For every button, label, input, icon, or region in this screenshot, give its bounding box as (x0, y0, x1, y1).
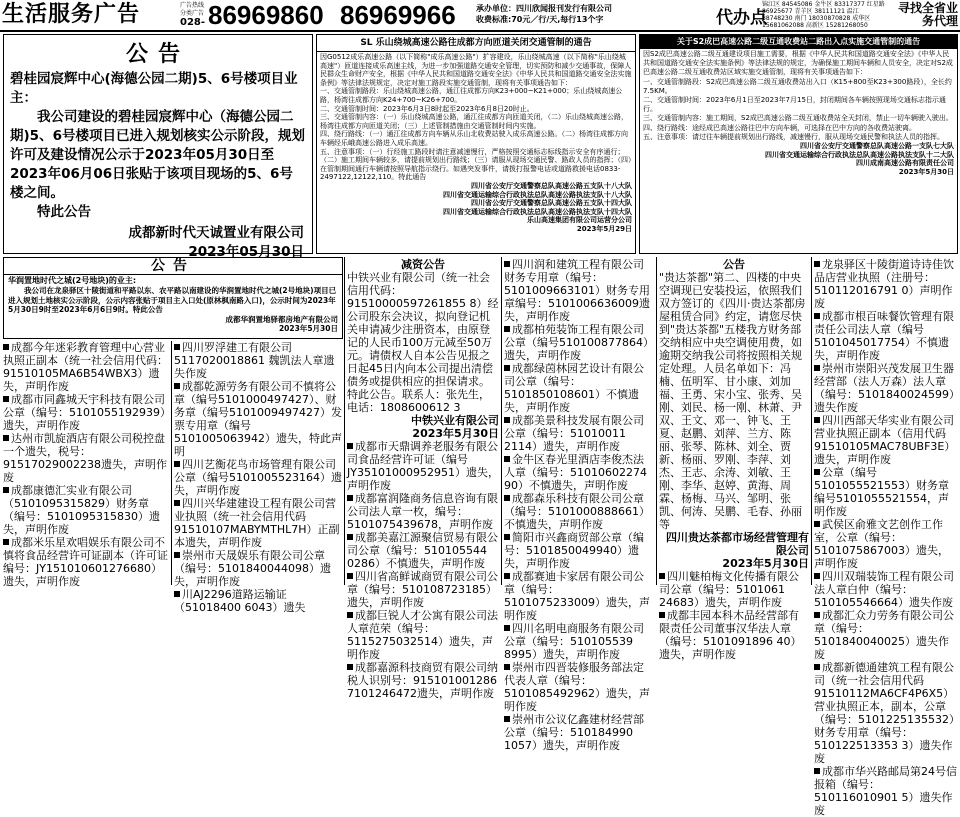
classified-entry: 川AJ2296道路运输证（51018400 6043）遗失 (174, 588, 306, 614)
bullet-icon (3, 396, 9, 402)
agency-label: 代办点 (716, 8, 767, 28)
classified-entry: 四川罗浮建工有限公司 5117020018861 魏凯法人章遗失作废 (174, 341, 335, 380)
bullet-icon (659, 612, 665, 618)
classified-entry: 成都柏苑装饰工程有限公司公章（编号510100877864）遗失，声明作废 (504, 323, 654, 362)
classified-entry: 四川双瑞装饰工程有限公司法人章白仲（编号：510105546664）遗失作废 (814, 570, 954, 609)
bullet-icon (814, 313, 820, 319)
classified-column-4 (504, 258, 654, 752)
notice-signer: 四川省交通运输综合行政执法总队高速公路执法支队十二大队 (765, 150, 954, 159)
bullet-icon (504, 365, 510, 371)
section-title: 生活服务广告 (2, 2, 141, 27)
bullet-icon (174, 383, 180, 389)
bullet-icon (174, 591, 180, 597)
classified-entry: 金牛区春光里酒店李俊杰法人章（编号：51010602274 90）不慎遗失，声明作废 (504, 453, 647, 492)
tea-notice-date: 2023年5月30日 (722, 557, 809, 570)
column-divider (501, 257, 502, 585)
classified-entry: 成都赛迪卡家居有限公司公章（编号：5101075233009）遗失，声明作废 (504, 570, 650, 622)
reduction-body: 中铁兴业有限公司（统一社会信用代码：91510000597261855 8）经公司股东会决议，拟向登记机关申请减少注册资本，由原登记的人民币100万元减至50万元。请债权人自本公告见报之日起45日内向本公司提出清偿债务或提供相应的担保请求。特此公告。联系人：张先生，电话：1808600612 3 (347, 271, 499, 414)
notice-signer: 四川省公安厅交通警察总队高速公路一支队七大队 (800, 142, 954, 151)
notice-title: 公告 (125, 42, 190, 67)
notice-item: 三、交通管制内容：（一）乐山绕城高速公路，通江往成都方向匝道关闭，（二）乐山绕城高速公路，杨湾往成都方向匝道关闭；（三）上述管制措施由交通管制时间内实施。 (320, 113, 628, 130)
classified-entry: 简阳市兴鑫商贸部公章（编号：5101850049940）遗失，声明作废 (504, 531, 644, 570)
area-code: 028- (180, 17, 206, 28)
bullet-icon (3, 344, 9, 350)
bullet-icon (814, 573, 820, 579)
classified-entry: 四川艺衡花鸟市场管理有限公司公章（编号5101005523164）遗失，声明作废 (174, 458, 342, 497)
bullet-icon (3, 435, 9, 441)
bullet-icon (814, 469, 820, 475)
bullet-icon (174, 552, 180, 558)
classified-entry: 成都市华兴路邮局第24号信报箱（编号：510116010901 5）遗失作废 (814, 765, 957, 817)
classified-entry: 四川西部天华实业有限公司营业执照正副本（信用代码91510105MAC78UBF3E）遗失，声明作废 (814, 414, 956, 466)
column-divider (344, 257, 345, 585)
newspaper-header (0, 0, 960, 32)
notice-date: 2023年5月30日 (898, 167, 954, 176)
agent-recruit: 寻找全省业务代理 (897, 1, 958, 28)
bullet-icon (347, 573, 353, 579)
tea-notice-body: "贵达茶都"第二、四楼的中央空调现已安装投运，依照我们双方签订的《四川·贵达茶都房屋租赁合同》约定，请您尽快到"贵达茶都"五楼我方财务部交纳相应中央空调使用费，如逾期交纳我公司将按照相关规定处理。人员名单如下：冯楠、伍明军、甘小康、刘加福、王勇、宋小宝、张秀、吴刚、刘民、杨一刚、林萧、尹双、王文、邓一、钟飞、王夏、赵鹏、刘萍、兰方、陈丽、张琴、陈林、刘全、贾新、杨丽、罗刚、李萍、刘杰、王志、余涛、刘敏、王刚、李华、赵婷、黄海、周霖、杨梅、马兴、邹明、张凯、何涛、吴鹏、毛春、孙丽等 (659, 271, 806, 531)
notice-signer: 四川省公安厅交通警察总队高速公路五支队十八大队 (471, 181, 632, 190)
bullet-icon (814, 612, 820, 618)
bullet-icon (814, 261, 820, 267)
notice-date: 2023年05月30日 (188, 244, 304, 260)
notice-item: 二、交通管制时间：2023年6月3日8时起至2023年6月8日20时止。 (320, 104, 534, 113)
classified-entry: 成都富润隆商务信息咨询有限公司法人章一枚，编号：5101075439678，声明作废 (347, 492, 498, 531)
notice-signer: 四川成南高速公路有限责任公司 (856, 159, 954, 168)
bullet-icon (504, 417, 510, 423)
classified-entry: 成都美嘉江源聚信贸易有限公司公章（编号：510105544 0286）不慎遗失，声明作废 (347, 531, 498, 570)
tea-notice-company: 四川贵达茶都市场经营管理有限公司 (666, 531, 809, 557)
reduction-date: 2023年5月30日 (412, 427, 499, 440)
bullet-icon (814, 417, 820, 423)
tea-notice-title: 公告 (723, 258, 745, 271)
bullet-icon (814, 365, 820, 371)
notice-signer: 四川省公安厅交通警察总队高速公路五支队十四大队 (471, 199, 632, 208)
phone-number-2: 86969966 (340, 0, 456, 30)
phone-number-1: 86969860 (208, 0, 324, 30)
bullet-icon (3, 539, 9, 545)
classified-entry: 达州市凯旋酒店有限公司税控盘一个遗失，税号：91517029002238遗失，声明作废 (3, 432, 167, 484)
bullet-icon (504, 664, 510, 670)
classified-entry: 成都新德通建筑工程有限公司（统一社会信用代码 91510112MA6CF4P6X5）营业执照正本，副本，公章（编号：5101225135532）财务专用章（编号：510122513353 3）遗失作废 (814, 661, 955, 765)
bullet-icon (814, 664, 820, 670)
classified-entry: 四川魅柏梅文化传播有限公司公章（编号：5101061 24683）遗失，声明作废 (659, 570, 799, 609)
notice-leshan-traffic (316, 34, 636, 254)
notice-title: SL 乐山绕城高速公路往成都方向匝道关闭交通管制的通告 (317, 35, 635, 52)
classified-column-1 (3, 341, 169, 588)
notice-s2-traffic (639, 34, 958, 254)
classified-label: 分类广告 (180, 10, 205, 17)
bullet-icon (504, 495, 510, 501)
notice-item: 五、注意事项：（一）行经施工路段时请注意减速慢行，严格按照交通标志标线指示安全有序通行；（二）施工期间车辆较多，请提前规划出行路线；（三）请服从现场交通民警、路政人员的指挥；（四）在管制期间通行车辆请按照导航指示绕行。如遇突发事件，请拨打报警电话或道路救援电话0833-2497122,12122,110。特此通告 (320, 147, 632, 182)
notice-date: 2023年5月29日 (576, 224, 632, 233)
notice-signer: 四川省交通运输综合行政执法总队高速公路执法支队十四大队 (443, 207, 632, 216)
classified-entry: 成都今年迷彩教育管理中心营业执照正副本（统一社会信用代码：91510105MA6B54WBX3）遗失，声明作废 (3, 341, 168, 393)
bullet-icon (347, 612, 353, 618)
classified-entry: 成都巨锐人才公寓有限公司法人章范荣（编号：5115275032514）遗失，声明作废 (347, 609, 498, 661)
bullet-icon (347, 443, 353, 449)
classified-entry: 崇州市四晋装修服务部法定代表人章（编号：5101085492962）遗失，声明作废 (504, 661, 650, 713)
notice-company: 成都华润置地驿都房地产有限公司 (225, 314, 338, 324)
notice-item: 四、绕行路线：途经成巴高速公路往巴中方向车辆，可选择在巴中方向的各收费站驶离。 (643, 123, 916, 132)
organizer-label: 承办单位：四川欣闻报刊发行有限公司 (476, 4, 612, 13)
classified-column-2 (174, 341, 342, 614)
notice-biguiyuan (3, 34, 313, 260)
bullet-icon (504, 261, 510, 267)
bullet-icon (504, 716, 510, 722)
notice-body: 我公司在龙泉驿区十陵街道和平路以东、农平路以南建设的华润置地时代之城(2号地块)项目已进入规划土地核实公示阶段，公示内容张贴于项目主入口处(原林枫南路入口)，公示时间为2023年5月30日9时至2023年6月6日9时。特此公告 (8, 286, 337, 314)
classified-entry: 成都康德汇实业有限公司（5101095315829）财务章（编号：5101095315830）遗失，声明作废 (3, 484, 160, 536)
bullet-icon (659, 573, 665, 579)
notice-item: 三、交通管制内容：施工期间，S2成巴高速公路二级互通收费站全天封闭，禁止一切车辆驶入驶出。 (643, 114, 953, 123)
classified-entry: 崇州市公议亿鑫建材经营部公章（编号：510184990 1057）遗失，声明作废 (504, 713, 644, 752)
bullet-icon (504, 326, 510, 332)
notice-signer: 四川省交通运输综合行政执法总队高速公路执法支队十八大队 (443, 190, 632, 199)
notice-title: 公告 (4, 258, 342, 275)
classified-entry: 成都市天鼎调养老服务有限公司食品经营许可证（编号JY35101000952951）遗失，声明作废 (347, 440, 499, 492)
classified-entry: 成都美景科技发展有限公司公章（编号：51010011 2114）遗失，声明作废 (504, 414, 644, 453)
classified-entry: 成都市根百味餐饮管理有限责任公司法人章（编号5101045017754）不慎遗失，声明作废 (814, 310, 954, 362)
classified-entry: 四川兴华建建设工程有限公司营业执照（统一社会信用代码 91510107MABYMTHL7H）正副本遗失，声明作废 (174, 497, 340, 549)
bullet-icon (504, 573, 510, 579)
classified-entry: 公章（编号5101055521553）财务章编号5101055521554，声明作废 (814, 466, 949, 518)
classified-entry: 成都汇众力劳务有限公司公章（编号：5101840040025）遗失作废 (814, 609, 954, 661)
notice-item: 一、交通管制路段：S2成巴高速公路二级互通收费站出入口（K15+800至K23+300路段），全长约7.5KM。 (643, 77, 952, 95)
hotline-label: 广告热线 (180, 2, 205, 9)
bullet-icon (347, 534, 353, 540)
classified-entry: 四川名明电商服务有限公司公章（编号：510105539 8995）遗失，声明作废 (504, 622, 644, 661)
classified-column-3 (347, 258, 499, 700)
notice-title: 关于S2成巴高速公路二级互通收费站二路出入点实施交通管制的通告 (640, 35, 957, 49)
notice-heading: 华润置地时代之城(2号地块)的业主: (8, 276, 137, 285)
notice-body: 我公司建设的碧桂园宸辉中心（海德公园二期)5、6号楼项目已进入规划核实公示阶段，规划许可及建设情况公示于2023年05月30日至2023年06月06日张贴于该项目现场的5、6号楼之间。 (10, 109, 305, 201)
classified-entry: 四川省高鲜诚商贸有限公司公章（编号：510108723185）遗失，声明作废 (347, 570, 498, 609)
reduction-company: 中铁兴业有限公司 (411, 414, 499, 427)
bullet-icon (3, 487, 9, 493)
classified-entry: 崇州市崇阳兴茂发展卫生器经营部（法人万森）法人章（编号：5101840024599）遗失作废 (814, 362, 955, 414)
bullet-icon (504, 625, 510, 631)
notice-body: 因S2成巴高速公路二级互通建设项目施工需要，根据《中华人民共和国道路交通安全法》《中华人民共和国道路交通安全法实施条例》等法律法规的规定，为确保施工期间车辆和人员安全，决定对S2成巴高速公路二级互通收费站区域实施交通管制，现将有关事项通告如下： (643, 50, 953, 77)
classified-entry: 成都乾源劳务有限公司不慎将公章（编号5101000497427）、财务章（编号5101009497427）发票专用章（编号5101005063942）遗失，特此声明 (174, 380, 342, 458)
reduction-title: 减资公告 (401, 258, 445, 271)
classified-column-6 (814, 258, 958, 817)
notice-heading: 碧桂园宸辉中心(海德公园二期)5、6号楼项目业主： (10, 71, 298, 106)
notice-date: 2023年5月30日 (278, 324, 338, 333)
bullet-icon (347, 664, 353, 670)
bullet-icon (504, 456, 510, 462)
classified-entry: 成都绿茵林园艺设计有限公司公章（编号：5101850108601）不慎遗失，声明作废 (504, 362, 644, 414)
classified-entry: 成都丰园本科木品经营部有限责任公司董事汉华法人章（编号：5101091896 40）遗失，声明作废 (659, 609, 802, 661)
bullet-icon (174, 461, 180, 467)
bullet-icon (814, 768, 820, 774)
bullet-icon (174, 500, 180, 506)
bullet-icon (174, 344, 180, 350)
classified-entry: 武侯区俞雅文艺创作工作室，公章（编号：5101075867003）遗失，声明作废 (814, 518, 949, 570)
bullet-icon (347, 495, 353, 501)
classified-entry: 崇州市天晟娱乐有限公司公章（编号：5101840044098）遗失，声明作废 (174, 549, 331, 588)
notice-huarun (3, 257, 343, 339)
notice-company: 成都新时代天诚置业有限公司 (128, 225, 304, 241)
classified-entry: 成都嘉源科技商贸有限公司纳税人识别号：915101001286 7101246472遗失，声明作废 (347, 661, 498, 700)
bullet-icon (504, 534, 510, 540)
notice-item: 二、交通管制时间：2023年6月1日至2023年7月15日，封闭期间各车辆按照现场交通标志指示通行。 (643, 96, 946, 114)
classified-entry: 成都米乐星欢唱娱乐有限公司不慎将食品经营许可证副本（许可证编号：JY151010601276680）遗失，声明作废 (3, 536, 168, 588)
notice-signer: 乐山高速集团有限公司运营分公司 (527, 216, 632, 225)
classified-entry: 成都森乐科技有限公司公章（编号：5101000888661）不慎遗失，声明作废 (504, 492, 650, 531)
notice-item: 一、交通管制路段：乐山绕城高速公路，通江往成都方向K23+000~K21+000；乐山绕城高速公路，杨湾往成都方向K24+700~K26+700。 (320, 87, 623, 104)
column-divider (171, 341, 172, 585)
classified-entry: 龙泉驿区十陵街道诗诗佳饮品店营业执照（注册号：510112016791 0）声明作废 (814, 258, 954, 310)
agency-list: 锦江区 84545086 金牛区 83317377 红星路 86925677 青羊区 38111121 温江 88748230 南门 18030870828 成华区 15681062088 高新区 15281268050 (762, 1, 885, 29)
price-label: 收费标准:70元／行/天,每行13个字 (476, 15, 604, 24)
bullet-icon (814, 521, 820, 527)
notice-item: 五、注意事项：请过往车辆提前规划出行路线，减速慢行，服从现场交通民警和执法人员的指挥。 (643, 132, 944, 141)
classified-column-5 (659, 258, 809, 661)
column-divider (656, 257, 657, 585)
classified-entry: 成都市同鑫城天宇科技有限公司公章（编号：5101055192939）遗失，声明作废 (3, 393, 166, 432)
classified-entry: 四川润和建筑工程有限公司财务专用章（编号：5101009663101）财务专用章编号：5101006636009遗失，声明作废 (504, 258, 650, 323)
notice-item: 四、绕行路线：（一）通江往成都方向车辆从乐山北收费站驶入成乐高速公路。（二）杨湾往成都方向车辆经乐峨高速公路进入成乐高速。 (320, 130, 628, 147)
column-divider (811, 257, 812, 585)
notice-closing: 特此公告 (37, 204, 91, 220)
notice-intro: 因G0512成乐高速公路（以下简称"成乐高速公路"）扩容建设，乐山绕城高速（以下简称"乐山绕城高速"）匝道连接成乐高速主线，为进一步加强道路交通安全管理，切实预防和减少交通事故，保障人民群众生命财产安全，根据《中华人民共和国道路交通安全法》《中华人民共和国道路交通安全法实施条例》等法律法规规定，决定对施工路段实施交通管制，现将有关事项通告如下： (320, 53, 632, 87)
